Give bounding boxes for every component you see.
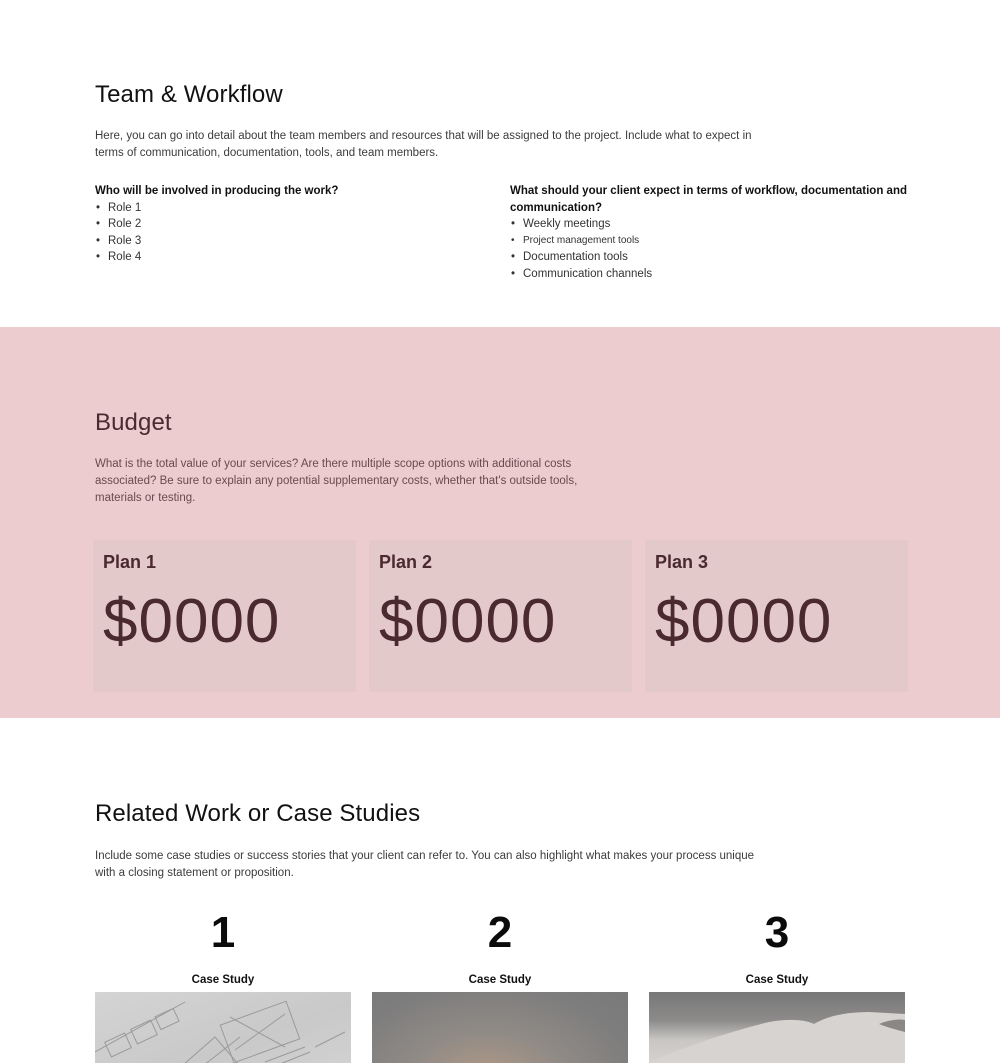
- plan-name: Plan 2: [379, 552, 433, 572]
- plan-card-2: [369, 540, 632, 692]
- case-label: Case Study: [468, 974, 532, 986]
- case-label: Case Study: [745, 974, 809, 986]
- plan-name: Plan 3: [655, 552, 709, 572]
- case-study-3: [649, 908, 905, 1063]
- plan-price: $0000: [655, 587, 833, 656]
- case-study-1: [95, 908, 351, 1063]
- case-study-2: [372, 908, 628, 1063]
- budget-description: What is the total value of your services? Are there multiple scope options with additional costs associated? Be sure to explain any potential supplementary costs, whether that's outside tools, materials or testing.: [95, 458, 578, 504]
- plan-card-1: [93, 540, 356, 692]
- role-item: • Role 1: [95, 200, 475, 217]
- team-workflow-description: Here, you can go into detail about the team members and resources that will be assigned to the project. Include what to expect in terms of communication, documentation, tools, and team members.: [95, 130, 752, 159]
- related-work-description: Include some case studies or success stories that your client can refer to. You can also highlight what makes your process unique with a closing statement or proposition.: [95, 850, 755, 879]
- role-item: • Role 4: [95, 249, 475, 266]
- expectation-item: • Weekly meetings: [510, 216, 920, 233]
- plan-price: $0000: [103, 587, 281, 656]
- related-work-heading: Related Work or Case Studies: [95, 800, 421, 827]
- client-expectations-column: [510, 183, 920, 282]
- expectations-question: What should your client expect in terms of workflow, documentation and communication?: [510, 185, 907, 214]
- case-number: 3: [764, 908, 790, 957]
- plan-price: $0000: [379, 587, 557, 656]
- team-workflow-heading: Team & Workflow: [95, 81, 283, 108]
- case-number: 1: [210, 908, 236, 957]
- budget-section: [0, 327, 1000, 718]
- case-number: 2: [487, 908, 513, 957]
- roles-list: [95, 200, 475, 266]
- team-workflow-section: [0, 0, 1000, 327]
- open-book-icon: [649, 992, 905, 1063]
- team-roles-column: [95, 183, 475, 266]
- expectation-item: • Documentation tools: [510, 249, 920, 266]
- open-book-image[interactable]: [649, 992, 905, 1063]
- case-label: Case Study: [191, 974, 255, 986]
- role-item: • Role 2: [95, 216, 475, 233]
- expectations-list: [510, 216, 920, 282]
- expectation-item: • Project management tools: [510, 233, 920, 250]
- roles-question: Who will be involved in producing the work?: [95, 185, 339, 197]
- role-item: • Role 3: [95, 233, 475, 250]
- budget-heading: Budget: [95, 409, 172, 436]
- blurred-photo-image[interactable]: [372, 992, 628, 1063]
- plan-card-3: [645, 540, 908, 692]
- expectation-item: • Communication channels: [510, 266, 920, 283]
- wireframe-sketch-image[interactable]: [95, 992, 351, 1063]
- related-work-section: [0, 718, 1000, 1063]
- wireframe-sketch-icon: [95, 992, 351, 1063]
- plan-name: Plan 1: [103, 552, 157, 572]
